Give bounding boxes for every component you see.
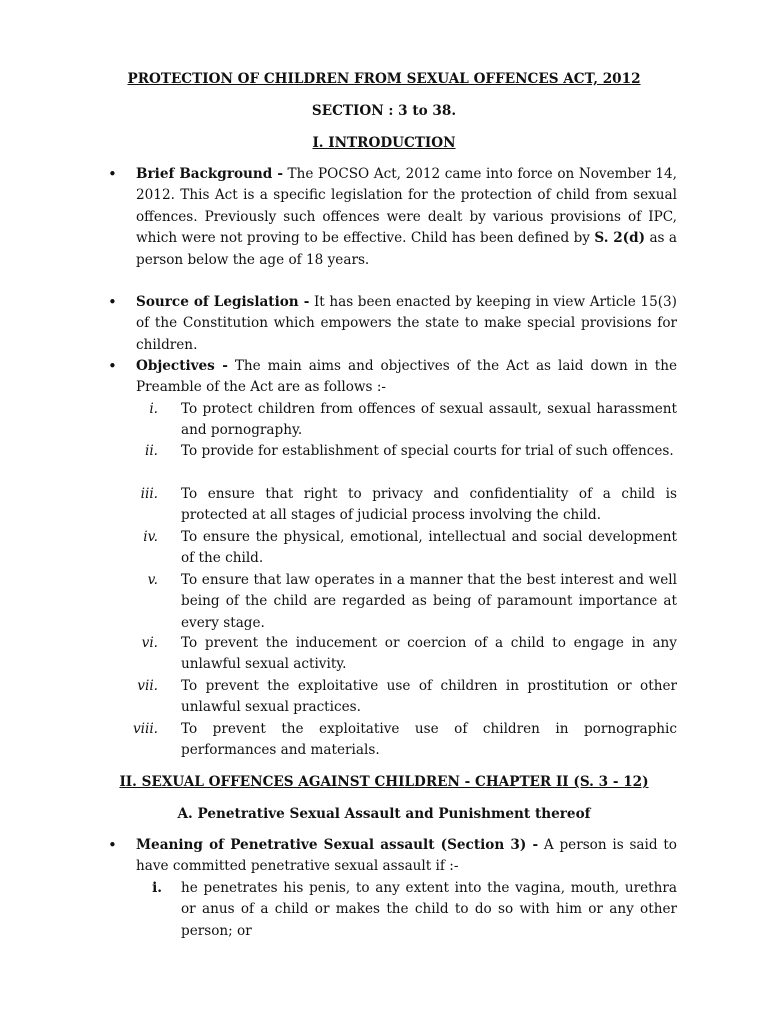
- section-2d-reference: S. 2(d): [594, 230, 646, 247]
- section-range: SECTION : 3 to 38.: [311, 103, 457, 119]
- bullet-icon: •: [108, 293, 117, 311]
- objective-item: To ensure that law operates in a manner that the best interest and well being of the child are regarded as being of paramount importance at every stage.: [181, 572, 677, 631]
- objective-item: To ensure the physical, emotional, intellectual and social development of the child.: [181, 529, 677, 567]
- source-text: It has been enacted by keeping in view Article 15(3) of the Constitution which empowers the state to make special provisions for children.: [136, 294, 677, 353]
- meaning-item-number: i.: [152, 880, 162, 896]
- objective-item: To provide for establishment of special courts for trial of such offences.: [181, 443, 674, 459]
- source-of-legislation-paragraph: [136, 292, 677, 356]
- objective-item: To ensure that right to privacy and confidentiality of a child is protected at all stages of judicial process involving the child.: [181, 486, 677, 524]
- bullet-icon: •: [108, 165, 117, 183]
- objective-item: To prevent the exploitative use of children in prostitution or other unlawful sexual practices.: [181, 678, 677, 716]
- meaning-item: he penetrates his penis, to any extent into the vagina, mouth, urethra or anus of a child or makes the child to do so with him or any other person; or: [181, 880, 677, 939]
- objectives-text: The main aims and objectives of the Act as laid down in the Preamble of the Act are as follows :-: [136, 358, 677, 396]
- subheading-a: A. Penetrative Sexual Assault and Punishment thereof: [177, 806, 591, 822]
- document-title: PROTECTION OF CHILDREN FROM SEXUAL OFFENCES ACT, 2012: [127, 71, 641, 87]
- brief-background-text-end: as a person below the age of 18 years.: [136, 230, 678, 268]
- objectives-paragraph: [136, 356, 677, 399]
- bullet-icon: •: [108, 836, 117, 854]
- brief-background-text: The POCSO Act, 2012 came into force on November 14, 2012. This Act is a specific legislation for the protection of child from sexual offences. Previously such offences were dealt by various provisions of IPC, which were not proving to be effective. Child has been defined by: [136, 166, 677, 247]
- objective-item: To protect children from offences of sexual assault, sexual harassment and pornography.: [181, 401, 677, 439]
- objective-number: iii.: [140, 486, 158, 502]
- objective-item: To prevent the exploitative use of children in pornographic performances and materials.: [181, 721, 677, 759]
- source-label: Source of Legislation -: [136, 294, 310, 310]
- objective-number: vi.: [141, 635, 158, 651]
- bullet-icon: •: [108, 357, 117, 375]
- objective-item: To prevent the inducement or coercion of a child to engage in any unlawful sexual activity.: [181, 635, 677, 673]
- objectives-label: Objectives -: [136, 358, 228, 374]
- meaning-paragraph: [136, 835, 677, 878]
- chapter-2-heading: II. SEXUAL OFFENCES AGAINST CHILDREN - CHAPTER II (S. 3 - 12): [119, 774, 649, 790]
- objective-number: iv.: [143, 529, 158, 545]
- meaning-label: Meaning of Penetrative Sexual assault (Section 3) -: [136, 837, 539, 853]
- brief-background-label: Brief Background -: [136, 166, 283, 182]
- introduction-heading: I. INTRODUCTION: [312, 135, 456, 151]
- objective-number: viii.: [132, 721, 158, 737]
- objective-number: ii.: [144, 443, 158, 459]
- brief-background-paragraph: [136, 164, 677, 271]
- objective-number: v.: [147, 572, 158, 588]
- objective-number: i.: [149, 401, 158, 417]
- objective-number: vii.: [137, 678, 158, 694]
- meaning-text: A person is said to have committed penetrative sexual assault if :-: [136, 837, 677, 875]
